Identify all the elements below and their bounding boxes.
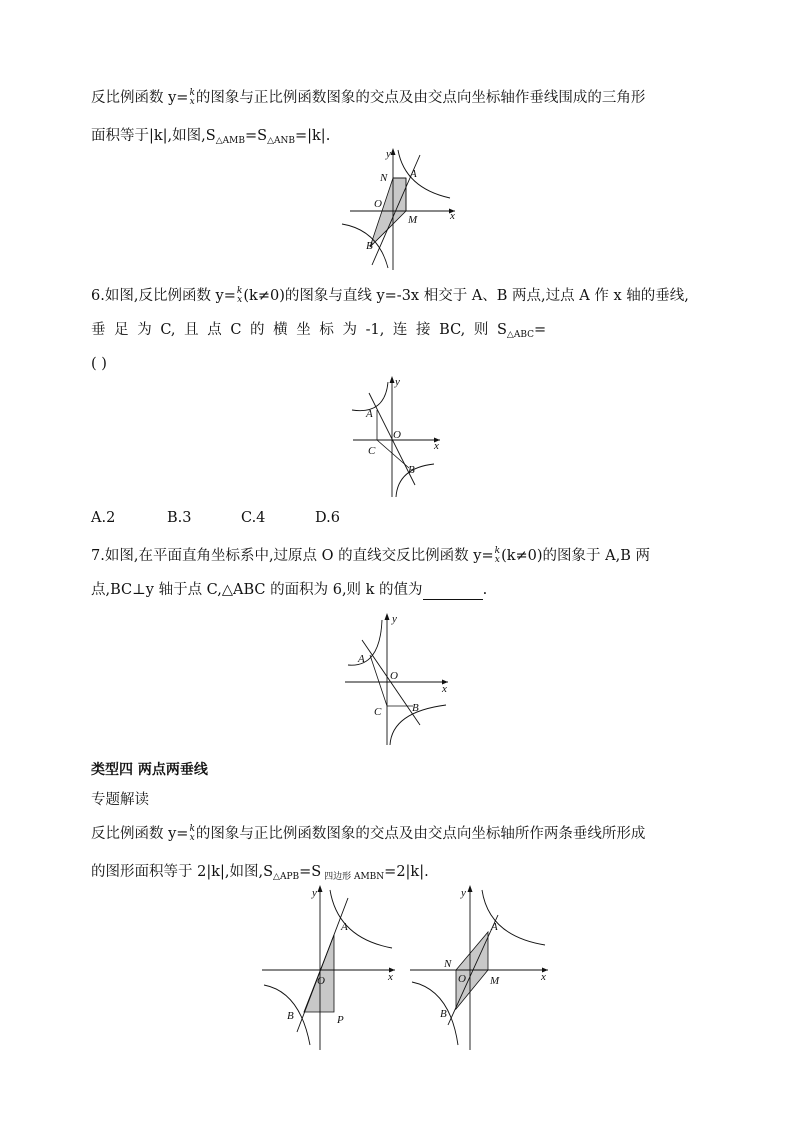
label-A: A (366, 408, 373, 420)
intro-line-1 (91, 88, 645, 108)
answer-blank[interactable] (423, 585, 483, 600)
label-y: y (395, 376, 400, 388)
label-A: A (410, 168, 417, 180)
label-y: y (312, 887, 317, 899)
fraction-k-over-x: k x (189, 88, 195, 107)
label-y: y (386, 148, 391, 160)
intro-text-cont: 的图象与正比例函数图象的交点及由交点向坐标轴作垂线围成的三角形 (195, 90, 646, 106)
shaded-region (370, 178, 406, 247)
q6-line-1: 6.如图,反比例函数 y= k x (k≠0)的图象与直线 y=-3x 相交于 A、B 两点,过点 A 作 x 轴的垂线, (91, 286, 689, 305)
intro-line-2: 面积等于|k|,如图$,S_{\triangle AMB}=S_{\triangle ANB}=|k|$. (91, 128, 331, 146)
label-B: B (440, 1008, 447, 1020)
figure-2 (345, 372, 445, 502)
option-c[interactable]: C.4 (241, 510, 266, 526)
q7-line-1: 7.如图,在平面直角坐标系中,过原点 O 的直线交反比例函数 y= k x (k≠0)的图象于 A,B 两 (91, 546, 651, 565)
label-A: A (341, 921, 348, 933)
label-M: M (490, 975, 500, 987)
option-d[interactable]: D.6 (315, 510, 340, 526)
intro-text: 反比例函数 y= (91, 90, 189, 106)
label-x: x (388, 971, 393, 983)
label-B: B (412, 702, 419, 714)
label-C: C (374, 706, 382, 718)
label-N: N (380, 172, 388, 184)
label-x: x (541, 971, 546, 983)
label-B: B (287, 1010, 294, 1022)
figure-4-triangle-apb (255, 880, 400, 1055)
label-y: y (461, 887, 466, 899)
label-P: P (337, 1014, 344, 1026)
label-O: O (317, 975, 325, 987)
figure-5-quadrilateral-ambn (405, 880, 555, 1055)
label-y: y (392, 613, 397, 625)
type4-line-1: 反比例函数 y= k x 的图象与正比例函数图象的交点及由交点向坐标轴所作两条垂线所形成 (91, 824, 646, 843)
q6-line-3 (91, 354, 107, 374)
label-O: O (390, 670, 398, 682)
label-B: B (408, 464, 415, 476)
type4-line-2: 的图形面积等于 2|k|,如图$,S_{\triangle APB}=S$ $_{四边形 AMBN}$=2|k|. (91, 864, 429, 882)
label-O: O (393, 429, 401, 441)
label-B: B (366, 240, 373, 252)
fraction-k-over-x: k x (236, 286, 243, 305)
section-heading: 类型四 两点两垂线 (91, 762, 208, 778)
label-O: O (458, 973, 466, 985)
figure-3 (340, 610, 455, 750)
label-N: N (444, 958, 452, 970)
label-O: O (374, 198, 382, 210)
answer-bracket[interactable]: ( ) (91, 356, 107, 372)
label-M: M (408, 214, 418, 226)
label-A: A (491, 921, 498, 933)
section-subheading: 专题解读 (91, 792, 149, 808)
label-x: x (434, 440, 439, 452)
label-C: C (368, 445, 376, 457)
q7-line-2: 点,BC⊥y 轴于点 C,△ABC 的面积为 6,则 k 的值为 . (91, 582, 488, 598)
option-b[interactable]: B.3 (167, 510, 192, 526)
label-x: x (450, 210, 455, 222)
fraction-k-over-x: k x (189, 824, 195, 843)
label-A: A (358, 653, 365, 665)
option-a[interactable]: A.2 (91, 510, 116, 526)
figure-1-triangle-area (340, 145, 460, 275)
label-x: x (442, 683, 447, 695)
q6-line-2: 垂 足 为 C, 且 点 C 的 横 坐 标 为 -1, 连 接 BC, 则 $S_{\triangle ABC}=$ (91, 322, 547, 340)
fraction-k-over-x: k x (494, 546, 501, 565)
